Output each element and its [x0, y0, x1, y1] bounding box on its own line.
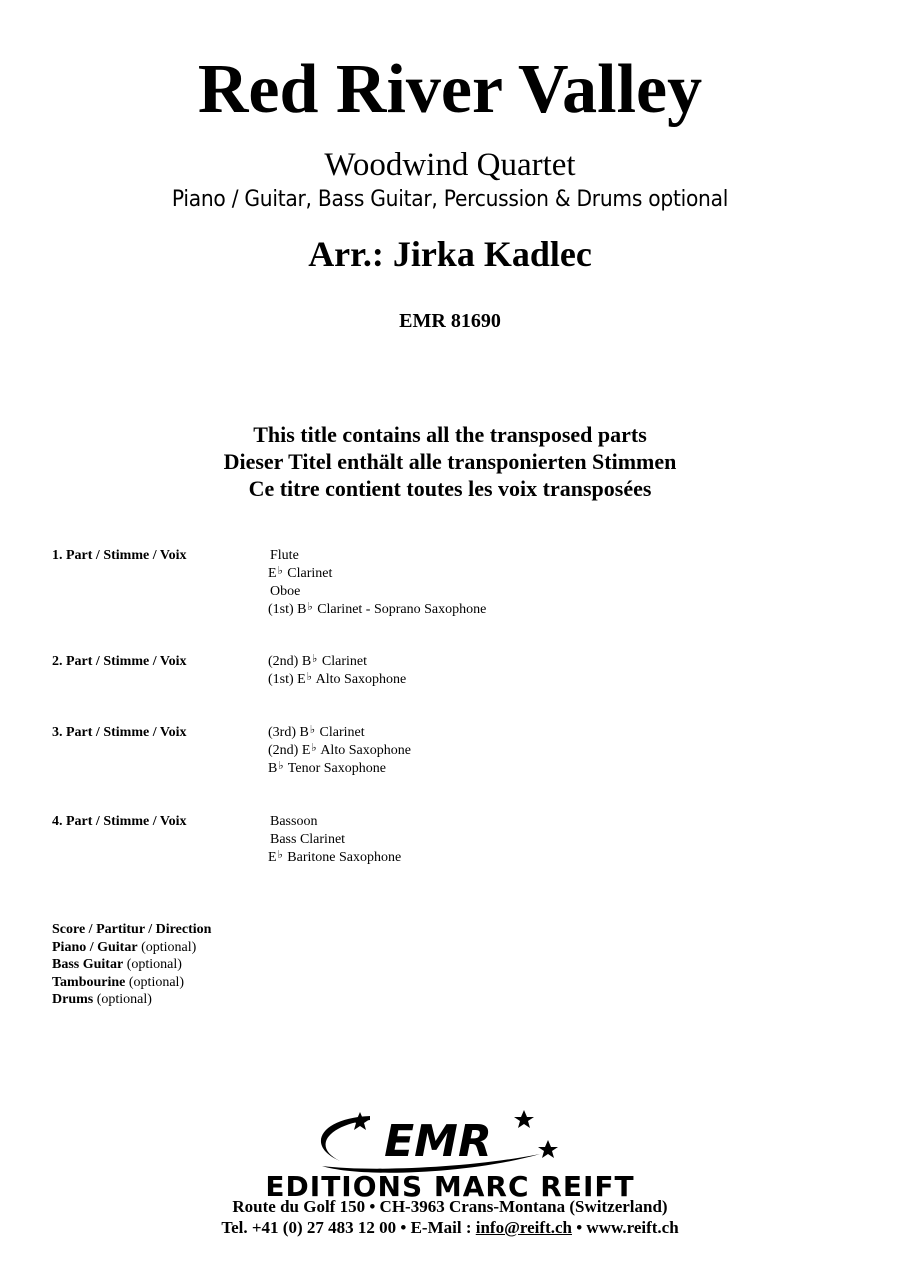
catalog-number: EMR 81690 [399, 310, 501, 332]
notice-french: Ce titre contient toutes les voix transposées [248, 476, 652, 501]
extras-item: Score / Partitur / Direction [52, 922, 212, 937]
instrument-item: (1st) E♭ Alto Saxophone [268, 671, 407, 687]
instrument-item: (2nd) B♭ Clarinet [268, 653, 367, 669]
part-3-instruments [268, 724, 411, 778]
extras-list [52, 921, 211, 1009]
extras-item: Bass Guitar (optional) [52, 957, 182, 972]
part-2-instruments [268, 653, 406, 689]
instrument-item: (1st) B♭ Clarinet - Soprano Saxophone [268, 601, 487, 617]
notice-english: This title contains all the transposed parts [253, 422, 647, 447]
notice-german: Dieser Titel enthält alle transponierten Stimmen [223, 449, 677, 474]
publisher-contact: Tel. +41 (0) 27 483 12 00 • E-Mail : info@reift.ch • www.reift.ch [221, 1218, 679, 1237]
extras-item: Drums (optional) [52, 992, 152, 1007]
part-4-instruments [268, 813, 401, 867]
instrument-item: Oboe [270, 584, 301, 599]
publisher-name: EDITIONS MARC REIFT [265, 1170, 635, 1203]
instrument-item: Bassoon [270, 814, 318, 829]
title: Red River Valley [197, 51, 703, 128]
part-1-label: 1. Part / Stimme / Voix [52, 548, 187, 563]
instrumentation-line: Piano / Guitar, Bass Guitar, Percussion & Drums optional [171, 187, 729, 212]
emr-logo-graphic [300, 1106, 570, 1176]
publisher-address: Route du Golf 150 • CH-3963 Crans-Montana (Switzerland) [232, 1197, 668, 1216]
part-2-label: 2. Part / Stimme / Voix [52, 654, 187, 669]
instrument-item: B♭ Tenor Saxophone [268, 760, 386, 776]
extras-item: Tambourine (optional) [52, 974, 185, 990]
extras-item: Piano / Guitar (optional) [52, 939, 197, 955]
subtitle: Woodwind Quartet [324, 147, 576, 183]
instrument-item: (3rd) B♭ Clarinet [268, 724, 365, 740]
svg-text:EMR: EMR [384, 1116, 492, 1167]
instrument-item: (2nd) E♭ Alto Saxophone [268, 742, 411, 758]
part-1-instruments [268, 547, 486, 619]
instrument-item: E♭ Clarinet [268, 565, 333, 581]
website-link[interactable]: • www.reift.ch [571, 1218, 679, 1237]
part-4-label: 4. Part / Stimme / Voix [52, 814, 187, 829]
instrument-item: E♭ Baritone Saxophone [268, 849, 402, 865]
part-3-label: 3. Part / Stimme / Voix [52, 725, 187, 740]
instrument-item: Bass Clarinet [270, 832, 346, 847]
arranger: Arr.: Jirka Kadlec [308, 234, 592, 274]
instrument-item: Flute [270, 548, 299, 563]
email-link[interactable]: info@reift.ch [475, 1218, 572, 1237]
